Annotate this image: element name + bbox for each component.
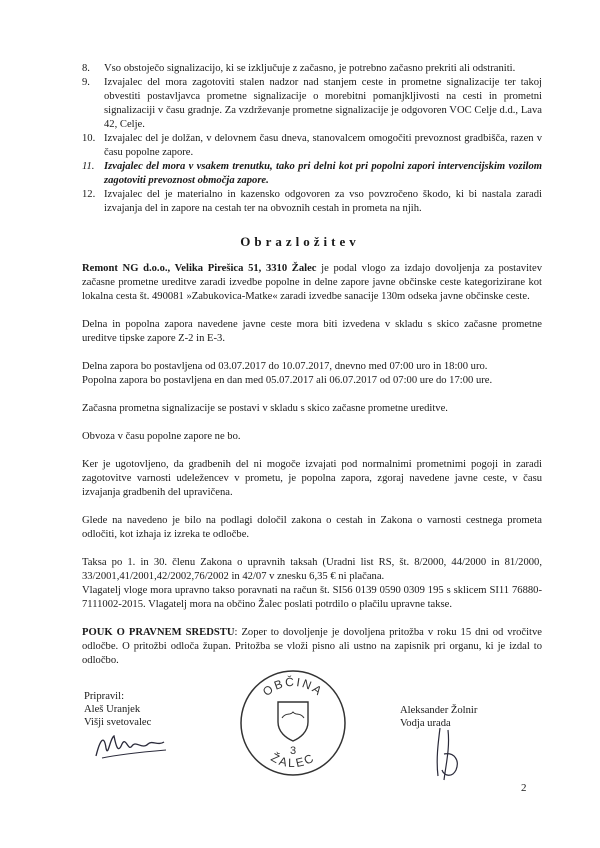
paragraph-partial-closure: Delna zapora bo postavljena od 03.07.2017 do 10.07.2017, dnevno med 07:00 uro in 18:00 uro. [82,361,488,372]
list-item-text: Izvajalec del mora zagotoviti stalen nadzor nad stanjem ceste in prometne signalizacije ter takoj obvestiti postavljavca prometne signalizacije o morebitni pomanjkljivosti na cesti in prometni signalizaciji v času gradnje. Za vzdrževanje prometne signalizacije je odgovoren VOC Celje d.d., Lava 42, Celje. [104,77,542,130]
list-item [82,76,542,132]
handwritten-signature-left [92,730,172,762]
handwritten-signature-right [420,724,480,784]
list-item [82,160,542,188]
paragraph-legal-basis: Glede na navedeno je bilo na podlagi določil zakona o cestah in Zakona o varnosti cestnega prometa odločiti, kot izhaja iz izreka te odločbe. [82,515,542,540]
list-item-text: Vso obstoječo signalizacijo, ki se izključuje z začasno, je potrebno začasno prekriti ali odstraniti. [104,63,516,74]
list-item [82,62,542,76]
paragraph-signalization: Začasna prometna signalizacije se postavi v skladu s skico začasne prometne ureditve. [82,403,448,414]
list-item-number: 11. [82,161,95,172]
paragraph-applicant: Remont NG d.o.o., Velika Pirešica 51, 3310 Žalec je podal vlogo za izdajo dovoljenja za postavitev začasne prometne ureditve zaradi izvedbe popolne in delne zapore javne občinske ceste kategorizirane kot lokalna cesta št. 490081 »Zabukovica-Matke« zaradi izvedbe sanacije 130m odseka javne občinske ceste. [82,263,542,302]
list-item-text: Izvajalec del je dolžan, v delovnem času dneva, stanovalcem omogočiti prevoznost gradbišča, razen v času popolne zapore. [104,133,542,158]
list-item-text: Izvajalec del je materialno in kazensko odgovoren za vso povzročeno škodo, ki bi nastala zaradi izvajanja del in zapore na cestah ter na obvoznih cestah in prometa na njih. [104,189,542,214]
svg-text:ŽALEC: ŽALEC [268,750,318,771]
list-item [82,132,542,160]
municipality-seal [238,668,348,778]
applicant-name: Remont NG d.o.o., Velika Pirešica 51, 3310 Žalec [82,263,317,274]
section-heading: Obrazložitev [240,234,360,249]
list-item [82,188,542,216]
paragraph-legal-remedy: POUK O PRAVNEM SREDSTU: Zoper to dovoljenje je dovoljena pritožba v roku 15 dni od vročitve odločbe. O pritožbi odloča župan. Pritožba se vloži pisno ali ustno na zapisnik pri organu, ki je izdal to odločbo. [82,627,542,666]
legal-remedy-title: POUK O PRAVNEM SREDSTU [82,627,235,638]
list-item-number: 12. [82,189,96,200]
svg-text:3: 3 [289,745,297,757]
paragraph-closure-type: Delna in popolna zapora navedene javne ceste mora biti izvedena v skladu s skico začasne prometne ureditve tipske zapore Z-2 in E-3. [82,319,542,344]
list-item-text: Izvajalec del mora v vsakem trenutku, tako pri delni kot pri popolni zapori intervencijskim vozilom zagotoviti prevoznost območja zapore. [104,161,542,186]
list-item-number: 9. [82,77,90,88]
paragraph-justification: Ker je ugotovljeno, da gradbenih del ni mogoče izvajati pod normalnimi prometnimi pogoji in zaradi zagotovitve varnosti udeležencev v prometu, je popolna zapora, zgoraj navedene javne ceste, v času izvajanja gradbenih del upravičena. [82,459,542,498]
explanation-body [82,262,542,682]
paragraph-fee: Taksa po 1. in 30. členu Zakona o upravnih taksah (Uradni list RS, št. 8/2000, 44/2000 in 81/2000, 33/2001,41/2001,42/2002,76/2002 in 42/07 v znesku 6,35 € ni plačana. [82,557,542,582]
list-item-number: 10. [82,133,96,144]
page-number: 2 [521,782,527,794]
signature-head-of-office: Aleksander Žolnir Vodja urada [400,705,478,729]
signature-prepared-by: Pripravil: Aleš Uranjek Višji svetovalec [84,691,152,728]
svg-text:OBČINA: OBČINA [260,674,327,699]
list-item-number: 8. [82,63,90,74]
paragraph-full-closure: Popolna zapora bo postavljena en dan med 05.07.2017 ali 06.07.2017 od 07:00 ure do 17:00 ure. [82,375,493,386]
paragraph-detour: Obvoza v času popolne zapore ne bo. [82,431,241,442]
paragraph-fee-payment: Vlagatelj vloge mora upravno takso poravnati na račun št. SI56 0139 0590 0309 195 s sklicem SI11 76880-7111002-2015. Vlagatelj mora na občino Žalec poslati potrdilo o plačilu upravne takse. [82,585,542,610]
conditions-list [82,62,542,216]
